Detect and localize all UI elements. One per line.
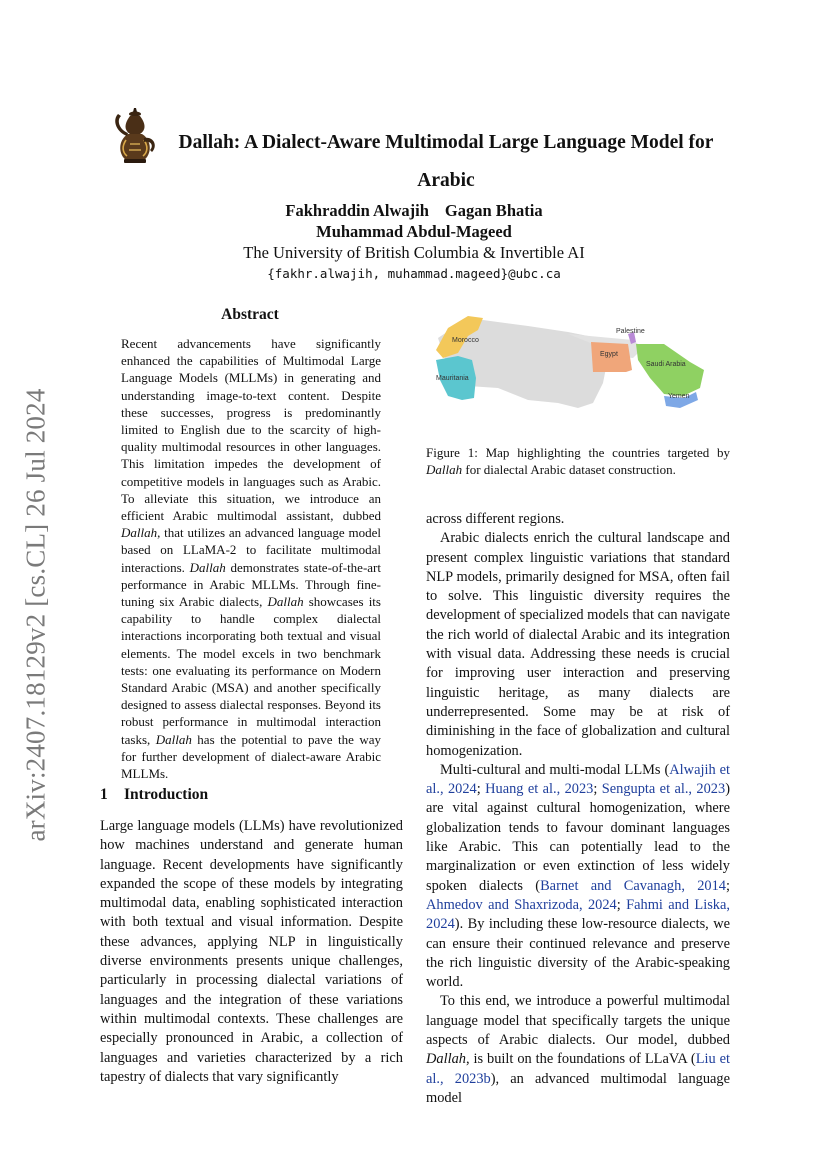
model-name: Dallah [426,462,463,478]
model-name: Dallah [426,1051,466,1068]
intro-continuation: across different regions. [426,511,565,527]
paragraph-text: ; [476,781,486,798]
intro-paragraph-3 [426,761,730,993]
abstract-text: Recent advancements have significantly enhanced the capabilities of Multimodal Large Language Models (MLLMs) in generating and understanding image-to-text content. Despite these successes, progress is predominantly limited to English due to the scarcity of high-quality multimodal resources in other languages. This limitation impedes the development of competitive models in languages such as Arabic. To alleviate this situation, we introduce an efficient Arabic multimodal assistant, dubbed [121,336,381,524]
section-heading-introduction [100,786,208,804]
author-name: Muhammad Abdul-Mageed [316,222,512,241]
abstract-text: showcases its capability to handle complex dialectal interactions incorporating both textual and visual elements. The model excels in two benchmark tests: one evaluating its performance on Modern Standard Arabic (MSA) and another specifically designed to assess dialectal responses. Beyond its robust performance in multimodal interaction tasks, [121,594,381,747]
intro-paragraph-4 [426,992,730,1108]
map-label: Mauritania [436,375,469,382]
arxiv-stamp [20,375,52,855]
citation-link[interactable]: Barnet and Cavanagh, 2014 [540,877,726,894]
paragraph-text: ) are vital against cultural homogenization, where globalization tends to favour dominant languages like Arabic. This can potentially lead to the marginalization or even extinction of less widely spoken dialects ( [426,781,730,894]
title-line-2: Arabic [417,170,475,191]
citation-link[interactable]: Fahmi and Liska, 2024 [426,896,730,933]
abstract-heading: Abstract [221,306,279,323]
affiliation: The University of British Columbia & Invertible AI [243,243,585,262]
dallah-coffee-pot-icon [110,106,162,164]
citation-link[interactable]: Huang et al., 2023 [485,781,594,798]
intro-paragraph-1: Large language models (LLMs) have revolutionized how machines understand and generate human language. Recent developments have significantly expanded the scope of these models by integrating multimodal data, enabling sophisticated interaction with both textual and visual information. Despite these advances, applying NLP in linguistically diverse environments presents unique challenges, particularly in processing dialectal variations of languages and the integration of these variations within multimodal contexts. These challenges are especially pronounced in Arabic, a collection of languages and varieties characterized by a rich tapestry of dialects that vary significantly [100,818,403,1085]
map-label: Saudi Arabia [646,361,686,368]
left-column-body [100,817,403,1087]
author-line-1 [200,200,628,221]
section-title: Introduction [124,786,209,803]
citation-link[interactable]: Alwajih et al., 2024 [426,761,730,798]
caption-text: for dialectal Arabic dataset construction. [462,462,676,478]
paragraph-text: , is built on the foundations of LLaVA ( [465,1051,696,1068]
author-name: Fakhraddin Alwajih [285,201,429,220]
arab-world-map [428,308,728,438]
paragraph-text: Multi-cultural and multi-modal LLMs ( [440,761,670,778]
map-label: Egypt [600,351,618,358]
map-label: Palestine [616,328,645,335]
author-line-2 [200,221,628,242]
title-line-1: Dallah: A Dialect-Aware Multimodal Large Language Model for [178,132,714,153]
paper-title [166,124,726,200]
map-region-saudi-arabia [636,344,704,396]
author-email: {fakhr.alwajih, muhammad.mageed}@ubc.ca [267,266,561,281]
paragraph-text: ). By including these low-resource dialects, we can ensure their continued relevance and preserve the rich linguistic diversity of the Arabic-speaking world. [426,916,730,991]
model-name: Dallah [155,731,192,747]
citation-link[interactable]: Liu et al., 2023b [426,1051,731,1087]
paragraph-text: To this end, we introduce a powerful multimodal language model that specifically targets the unique aspects of Arabic dialects. Our model, dubbed [426,993,730,1049]
section-number: 1 [100,786,108,803]
model-name: Dallah [267,594,304,610]
paragraph-text: ; [725,877,730,894]
author-name: Gagan Bhatia [444,201,543,220]
paragraph-text: ; [616,896,627,913]
right-column-body [426,510,730,1108]
paragraph-text: ; [593,781,602,798]
intro-paragraph-2: Arabic dialects enrich the cultural landscape and present complex linguistic variations that standard NLP models, primarily designed for MSA, often fail to solve. This linguistic diversity requires the development of specialized models that can navigate the rich world of dialectal Arabic and its integration with visual data. Addressing these needs is crucial for improving user interaction and preserving linguistic heritage, as many dialects are underrepresented. Some may be at risk of diminishing in the face of globalization and cultural homogenization. [426,530,730,759]
citation-link[interactable]: Ahmedov and Shaxrizoda, 2024 [426,896,617,913]
abstract-text: , that utilizes an advanced language model based on LLaMA-2 to facilitate multimodal interactions. [121,525,381,575]
author-block [200,200,628,284]
caption-text: Figure 1: Map highlighting the countries targeted by [426,445,730,460]
abstract-text: has the potential to pave the way for further development of dialect-aware Arabic MLLMs. [121,731,382,782]
arxiv-stamp-text: arXiv:2407.18129v2 [cs.CL] 26 Jul 2024 [20,388,51,842]
paragraph-text: ), an advanced multimodal language model [426,1070,730,1106]
map-label: Yemen [668,393,690,400]
abstract-text: demonstrates state-of-the-art performance in Arabic MLLMs. Through fine-tuning six Arabic dialects, [121,559,381,610]
map-label: Morocco [452,337,479,344]
citation-link[interactable]: Sengupta et al., 2023 [601,781,726,798]
model-name: Dallah [121,525,158,541]
abstract-body [121,335,381,782]
figure-1-caption [426,444,730,479]
model-name: Dallah [189,559,226,575]
